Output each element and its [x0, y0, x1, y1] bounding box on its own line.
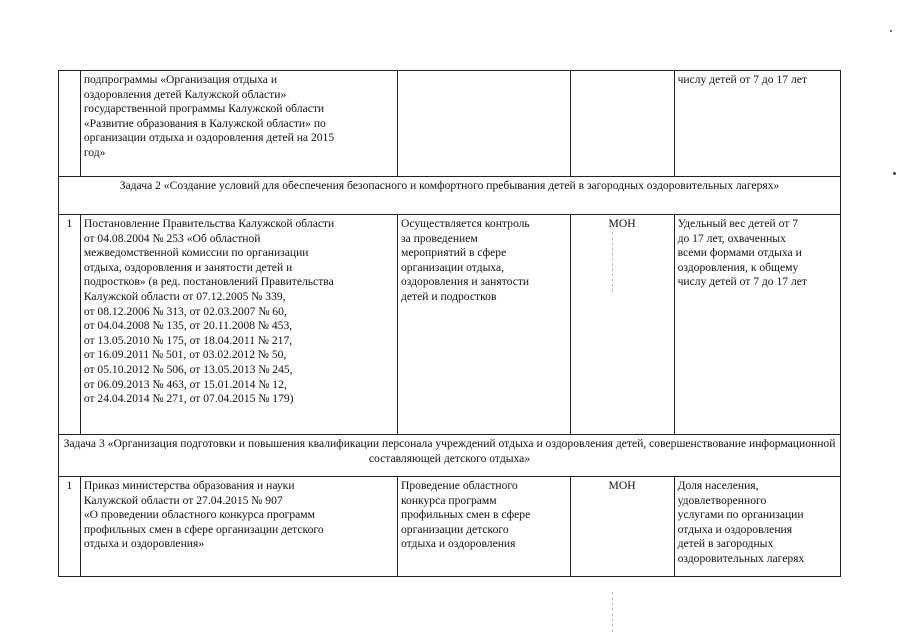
activity-cell: [397, 71, 570, 177]
document-cell: [80, 477, 397, 577]
document-line: год»: [83, 145, 106, 159]
indicator-cell: [674, 215, 840, 435]
task-2-heading: Задача 2 «Создание условий для обеспечения безопасного и комфортного пребывания детей в загородных оздоровительных лагерях»: [59, 177, 841, 215]
document-line: от 04.08.2004 № 253 «Об областной: [83, 231, 261, 245]
document-line: от 04.04.2008 № 135, от 20.11.2008 № 453,: [83, 319, 293, 333]
document-line: от 24.04.2014 № 271, от 07.04.2015 № 179): [83, 392, 294, 406]
document-line: оздоровления детей Калужской области»: [83, 87, 287, 101]
activity-cell: [397, 215, 570, 435]
task-heading-row: [59, 177, 841, 215]
indicator-cell: [674, 71, 840, 177]
indicator-line: Доля населения,: [677, 479, 759, 492]
fold-line-artifact: [612, 592, 614, 632]
indicator-line: до 17 лет, охваченных: [677, 231, 786, 245]
plan-table: [58, 70, 841, 577]
table-row: [59, 215, 841, 435]
document-line: Приказ министерства образования и науки: [83, 479, 295, 492]
row-number-cell: 1: [59, 477, 81, 577]
indicator-line: детей в загородных: [677, 537, 774, 551]
document-line: от 08.12.2006 № 313, от 02.03.2007 № 60,: [83, 304, 287, 318]
row-number-cell: [59, 71, 81, 177]
document-line: государственной программы Калужской области: [83, 102, 325, 116]
responsible-cell: МОН: [570, 215, 674, 435]
document-line: Калужской области от 07.12.2005 № 339,: [83, 289, 286, 303]
table-row: [59, 477, 841, 577]
document-line: Калужской области от 27.04.2015 № 907: [83, 493, 283, 507]
document-line: отдыха и оздоровления»: [83, 537, 205, 551]
indicator-line: числу детей от 7 до 17 лет: [677, 73, 807, 86]
indicator-line: удовлетворенного: [677, 493, 767, 507]
table-row-continuation: [59, 71, 841, 177]
document-line: организации отдыха и оздоровления детей на 2015: [83, 131, 335, 145]
activity-line: отдыха и оздоровления: [400, 537, 516, 551]
activity-line: мероприятий в сфере: [400, 246, 507, 260]
document-line: от 05.10.2012 № 506, от 13.05.2013 № 245,: [83, 362, 293, 376]
indicator-line: услугами по организации: [677, 508, 804, 522]
indicator-cell: [674, 477, 840, 577]
indicator-line: отдыха и оздоровления: [677, 522, 793, 536]
activity-line: Проведение областного: [400, 479, 518, 492]
activity-line: организации отдыха,: [400, 260, 505, 274]
activity-line: конкурса программ: [400, 493, 497, 507]
task-3-heading: Задача 3 «Организация подготовки и повышения квалификации персонала учреждений отдыха и оздоровления детей, совершенствование информационной составляющей детского отдыха»: [59, 435, 841, 477]
document-line: Постановление Правительства Калужской области: [83, 217, 335, 230]
document-line: «Развитие образования в Калужской области» по: [83, 116, 326, 130]
indicator-line: Удельный вес детей от 7: [677, 217, 799, 230]
document-cell: [80, 215, 397, 435]
responsible-cell: [570, 71, 674, 177]
indicator-line: оздоровительных лагерях: [677, 551, 805, 565]
indicator-line: всеми формами отдыха и: [677, 246, 802, 260]
activity-line: за проведением: [400, 231, 478, 245]
document-line: «О проведении областного конкурса программ: [83, 508, 315, 522]
document-line: от 16.09.2011 № 501, от 03.02.2012 № 50,: [83, 348, 287, 362]
activity-line: оздоровления и занятости: [400, 275, 530, 289]
document-line: от 06.09.2013 № 463, от 15.01.2014 № 12,: [83, 377, 287, 391]
responsible-cell: МОН: [570, 477, 674, 577]
document-line: от 13.05.2010 № 175, от 18.04.2011 № 217,: [83, 333, 293, 347]
document-line: подростков» (в ред. постановлений Правительства: [83, 275, 334, 289]
document-line: межведомственной комиссии по организации: [83, 246, 309, 260]
document-line: профильных смен в сфере организации детского: [83, 522, 324, 536]
activity-line: организации детского: [400, 522, 509, 536]
document-line: отдыха, оздоровления и занятости детей и: [83, 260, 293, 274]
scan-speck: [890, 30, 892, 32]
task-heading-row: [59, 435, 841, 477]
indicator-line: числу детей от 7 до 17 лет: [677, 275, 807, 289]
activity-line: профильных смен в сфере: [400, 508, 531, 522]
activity-line: детей и подростков: [400, 289, 497, 303]
indicator-line: оздоровления, к общему: [677, 260, 799, 274]
activity-cell: [397, 477, 570, 577]
row-number-cell: 1: [59, 215, 81, 435]
scan-speck: [893, 172, 896, 175]
activity-line: Осуществляется контроль: [400, 217, 530, 230]
document-cell: [80, 71, 397, 177]
document-line: подпрограммы «Организация отдыха и: [83, 73, 278, 86]
